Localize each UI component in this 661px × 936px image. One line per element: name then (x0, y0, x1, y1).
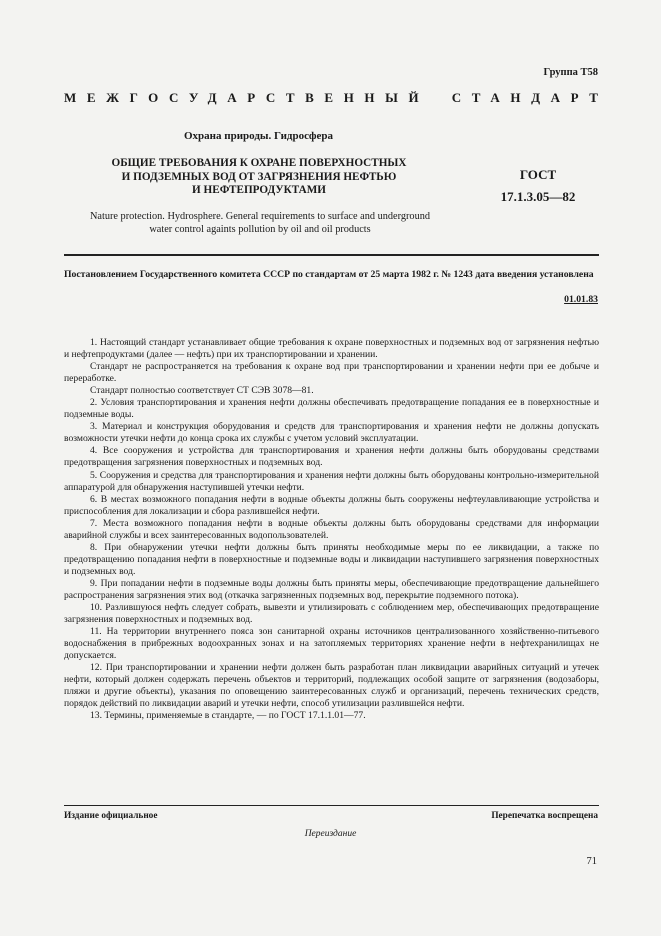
paragraph: 1. Настоящий стандарт устанавливает общие требования к охране поверхностных и подземных вод от загрязнения нефтью и нефтепродуктами (далее — нефть) при их транспортировании и хранении. (64, 337, 599, 361)
decree-text: Постановлением Государственного комитета СССР по стандартам от 25 марта 1982 г. № 1243 дата введения установлена (64, 269, 594, 280)
paragraph: 12. При транспортировании и хранении нефти должен быть разработан план ликвидации аварийных ситуаций и утечек нефти, который должен содержать перечень объектов и территорий, подлежащих особой защите от загрязнения (водозаборы, пляжи и другие объекты), указания по оповещению заинтересованных служб и организаций, перечень технических средств, порядок действий по ликвидации аварий и утечки нефти, способ утилизации разлившейся нефти. (64, 662, 599, 710)
paragraph: 6. В местах возможного попадания нефти в водные объекты должны быть сооружены нефтеулавливающие устройства и приспособления для локализации и сбора разлившейся нефти. (64, 493, 599, 517)
footer-divider (64, 805, 599, 806)
title-line: И НЕФТЕПРОДУКТАМИ (192, 184, 326, 196)
paragraph: 3. Материал и конструкция оборудования и средств для транспортирования и хранения нефти не должны допускать возможности утечки нефти до конца срока их службы с учетом условий эксплуатации. (64, 421, 599, 445)
paragraph: Стандарт полностью соответствует СТ СЭВ 3078—81. (90, 385, 314, 397)
group-label: Группа Т58 (543, 67, 598, 78)
paragraph: 7. Места возможного попадания нефти в водные объекты должны быть оборудованы средствами для информации аварийной службы и всех заинтересованных водопользователей. (64, 517, 599, 541)
reprint-prohibited-label: Перепечатка воспрещена (491, 811, 598, 821)
english-title-line: water control againts pollution by oil and oil products (149, 224, 371, 235)
paragraph: 4. Все сооружения и устройства для транспортирования и хранения нефти должны быть оборудованы средствами предотвращения загрязнения поверхностных и подземных вод. (64, 445, 599, 469)
paragraph: 11. На территории внутреннего пояса зон санитарной охраны источников централизованного хозяйственно-питьевого водоснабжения в прибрежных водоохранных зонах и на затопляемых территориях хранение нефти в нефтехранилищах не допускается. (64, 626, 599, 662)
paragraph: 13. Термины, применяемые в стандарте, — по ГОСТ 17.1.1.01—77. (90, 710, 366, 722)
paragraph: 10. Разлившуюся нефть следует собрать, вывезти и утилизировать с соблюдением мер, обеспечивающих предотвращение загрязнения поверхностных и подземных вод. (64, 602, 599, 626)
gost-number: 17.1.3.05—82 (500, 189, 576, 204)
standard-banner (64, 90, 609, 106)
title-line: И ПОДЗЕМНЫХ ВОД ОТ ЗАГРЯЗНЕНИЯ НЕФТЬЮ (121, 170, 397, 183)
paragraph: 5. Сооружения и средства для транспортирования и хранения нефти должны быть оборудованы контрольно-измерительной аппаратурой для обнаружения наступившей утечки нефти. (64, 469, 599, 493)
title-line: ОБЩИЕ ТРЕБОВАНИЯ К ОХРАНЕ ПОВЕРХНОСТНЫХ (111, 157, 407, 169)
english-title-line: Nature protection. Hydrosphere. General requirements to surface and underground (89, 211, 431, 222)
reissue-label: Переиздание (304, 829, 357, 839)
document-title (78, 157, 440, 198)
english-title (60, 210, 460, 236)
document-body (64, 337, 599, 723)
banner-interstate: МЕЖГОСУДАРСТВЕННЫЙ (64, 90, 430, 105)
introduction-date: 01.01.83 (564, 294, 598, 305)
official-edition-label: Издание официальное (64, 811, 158, 821)
paragraph: 9. При попадании нефти в подземные воды должны быть приняты меры, обеспечивающие предотвращение дальнейшего распространения загрязнения этих вод (откачка загрязненных подземных вод, перекрытие подземного потока). (64, 577, 599, 601)
gost-designation (492, 164, 584, 208)
banner-standard: СТАНДАРТ (451, 90, 609, 105)
paragraph: 8. При обнаружении утечки нефти должны быть приняты необходимые меры по ее ликвидации, а также по предотвращению попадания нефти в поверхностные и подземные воды и ликвидации наступившего загрязнения поверхностных и подземных вод. (64, 541, 599, 577)
subject-heading: Охрана природы. Гидросфера (184, 130, 333, 142)
header-divider (64, 254, 599, 256)
paragraph: Стандарт не распространяется на требования к охране вод при транспортировании и хранении нефти при ее добыче и переработке. (64, 361, 599, 385)
paragraph: 2. Условия транспортирования и хранения нефти должны обеспечивать предотвращение попадания ее в поверхностные и подземные воды. (64, 397, 599, 421)
page-number: 71 (586, 856, 597, 867)
gost-label: ГОСТ (519, 167, 557, 182)
